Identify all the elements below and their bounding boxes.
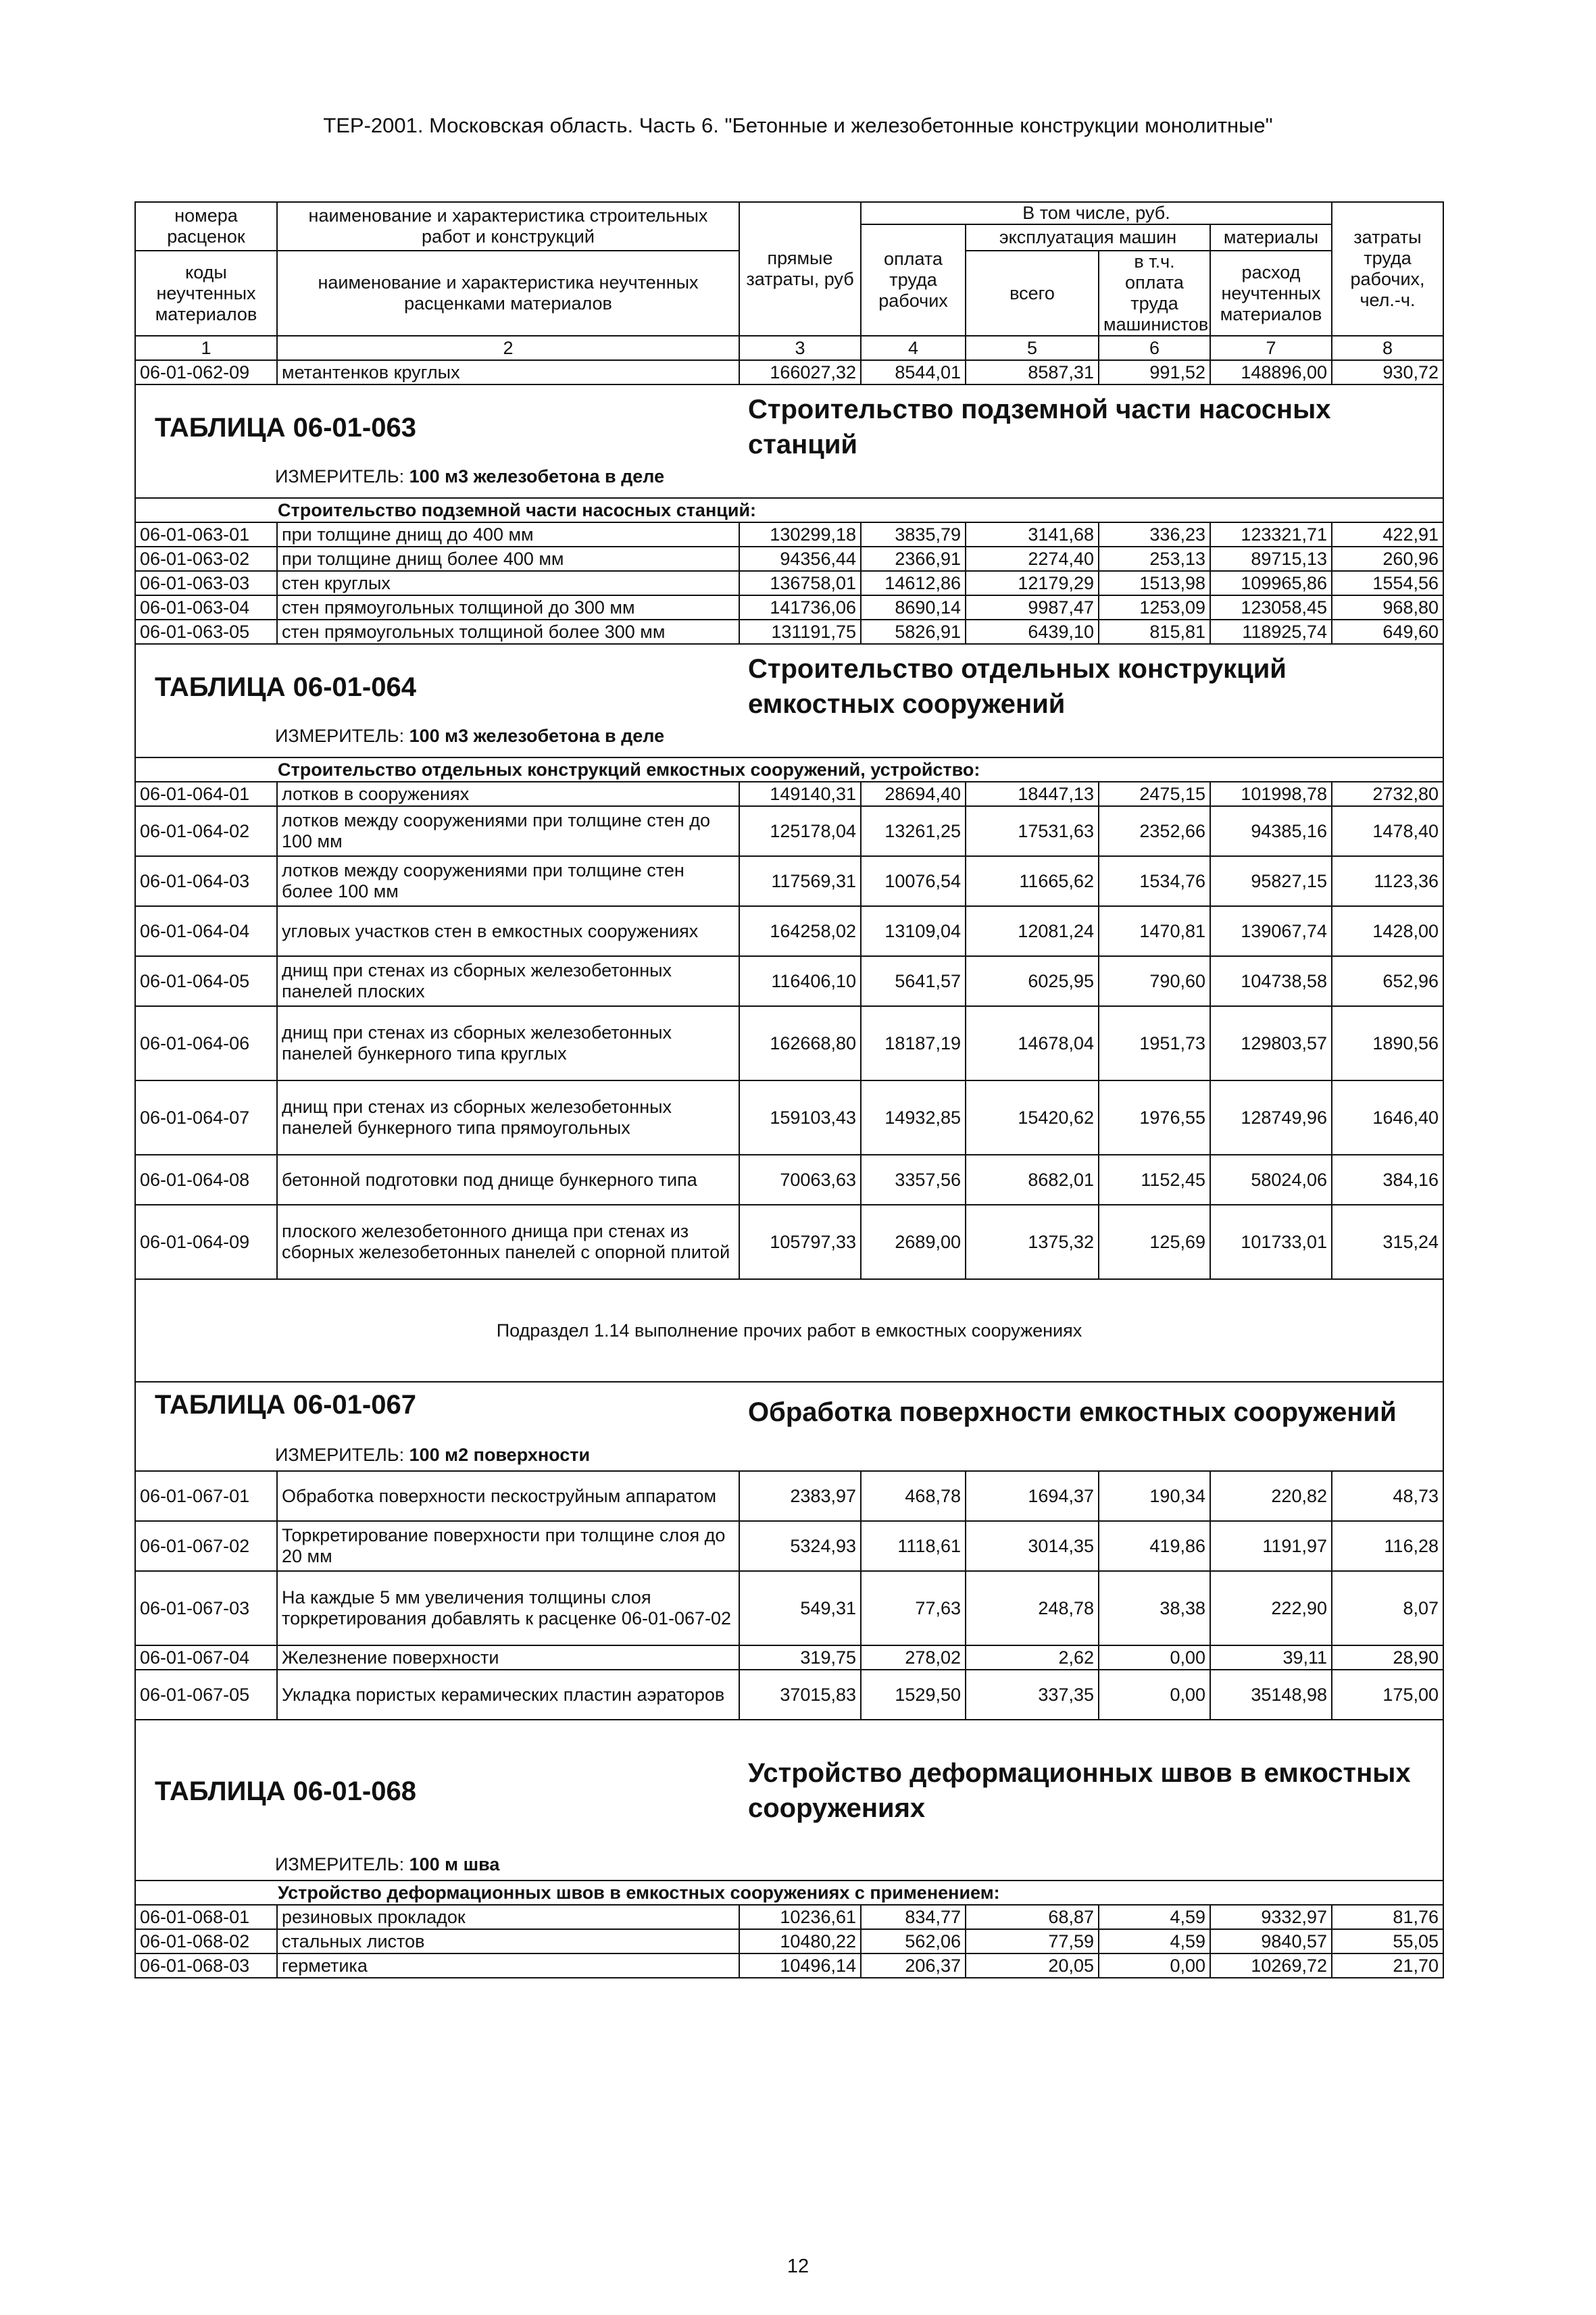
rate-name: днищ при стенах из сборных железобетонных панелей бункерного типа прямоугольных	[277, 1080, 739, 1155]
table-row	[135, 522, 1443, 547]
rate-value: 128749,96	[1210, 1080, 1332, 1155]
rate-value: 125,69	[1099, 1205, 1210, 1279]
table-description: Строительство подземной части насосных станций	[748, 395, 1331, 459]
rate-value: 8690,14	[861, 595, 966, 620]
unit-line	[275, 726, 664, 747]
rate-value: 104738,58	[1210, 956, 1332, 1006]
rate-value: 1118,61	[861, 1521, 966, 1571]
rate-value: 1513,98	[1099, 571, 1210, 595]
table-description: Устройство деформационных швов в емкостных сооружениях	[748, 1758, 1411, 1823]
rate-value: 2475,15	[1099, 782, 1210, 806]
rate-value: 2274,40	[966, 547, 1099, 571]
column-number: 4	[861, 336, 966, 360]
unit-value: 100 м3 железобетона в деле	[409, 466, 665, 487]
rate-value: 129803,57	[1210, 1006, 1332, 1080]
rate-value: 11665,62	[966, 856, 1099, 906]
rate-name: Обработка поверхности пескоструйным аппаратом	[277, 1471, 739, 1521]
rate-value: 13109,04	[861, 906, 966, 956]
unit-value: 100 м3 железобетона в деле	[409, 726, 665, 746]
rate-code: 06-01-067-02	[135, 1521, 277, 1571]
header-material-usage: расход неучтенных материалов	[1210, 251, 1332, 336]
rate-code: 06-01-063-04	[135, 595, 277, 620]
rate-name: стен прямоугольных толщиной до 300 мм	[277, 595, 739, 620]
table-row	[135, 1006, 1443, 1080]
rate-value: 0,00	[1099, 1953, 1210, 1978]
rate-value: 815,81	[1099, 620, 1210, 644]
rate-value: 2383,97	[739, 1471, 861, 1521]
rate-value: 10480,22	[739, 1929, 861, 1953]
table-heading	[140, 1383, 1439, 1470]
rate-value: 790,60	[1099, 956, 1210, 1006]
table-row	[135, 1471, 1443, 1521]
table-description: Строительство отдельных конструкций емкостных сооружений	[748, 654, 1287, 719]
section-row	[135, 1881, 1443, 1905]
table-heading-row	[135, 384, 1443, 498]
rate-value: 14612,86	[861, 571, 966, 595]
table-row	[135, 1571, 1443, 1645]
table-heading-row	[135, 1720, 1443, 1881]
unit-label: ИЗМЕРИТЕЛЬ:	[275, 466, 405, 487]
rate-value: 15420,62	[966, 1080, 1099, 1155]
rate-value: 422,91	[1332, 522, 1443, 547]
rate-code: 06-01-064-01	[135, 782, 277, 806]
rate-value: 190,34	[1099, 1471, 1210, 1521]
table-row	[135, 806, 1443, 856]
table-row	[135, 1155, 1443, 1205]
rate-value: 1470,81	[1099, 906, 1210, 956]
rate-value: 68,87	[966, 1905, 1099, 1929]
table-heading-cell	[135, 644, 1443, 757]
table-title: ТАБЛИЦА 06-01-067	[155, 1390, 416, 1420]
rate-code: 06-01-064-04	[135, 906, 277, 956]
table-row	[135, 1670, 1443, 1720]
rate-value: 10076,54	[861, 856, 966, 906]
rate-value: 175,00	[1332, 1670, 1443, 1720]
rate-name: стальных листов	[277, 1929, 739, 1953]
rate-value: 1534,76	[1099, 856, 1210, 906]
rate-value: 12179,29	[966, 571, 1099, 595]
rate-name: На каждые 5 мм увеличения толщины слоя торкретирования добавлять к расценке 06-01-067-02	[277, 1571, 739, 1645]
running-header: ТЕР-2001. Московская область. Часть 6. "Бетонные и железобетонные конструкции монолитные"	[323, 114, 1273, 137]
table-title: ТАБЛИЦА 06-01-064	[155, 672, 416, 702]
header-codes: номера расценок	[135, 202, 277, 251]
rate-value: 38,38	[1099, 1571, 1210, 1645]
header-machines: эксплуатация машин	[966, 224, 1210, 251]
rate-value: 58024,06	[1210, 1155, 1332, 1205]
rate-value: 2689,00	[861, 1205, 966, 1279]
table-heading	[140, 1720, 1439, 1880]
table-heading-cell	[135, 1720, 1443, 1881]
rate-value: 253,13	[1099, 547, 1210, 571]
rate-value: 1951,73	[1099, 1006, 1210, 1080]
header-material-names: наименование и характеристика неучтенных расценками материалов	[277, 251, 739, 336]
rate-code: 06-01-068-02	[135, 1929, 277, 1953]
header-name: наименование и характеристика строительных работ и конструкций	[277, 202, 739, 251]
rate-value: 139067,74	[1210, 906, 1332, 956]
rate-value: 4,59	[1099, 1929, 1210, 1953]
rate-value: 1152,45	[1099, 1155, 1210, 1205]
rate-code: 06-01-067-03	[135, 1571, 277, 1645]
rate-value: 101998,78	[1210, 782, 1332, 806]
table-row	[135, 360, 1443, 384]
rate-value: 1976,55	[1099, 1080, 1210, 1155]
rate-value: 18187,19	[861, 1006, 966, 1080]
rate-value: 1646,40	[1332, 1080, 1443, 1155]
table-row	[135, 956, 1443, 1006]
rate-value: 130299,18	[739, 522, 861, 547]
rate-name: резиновых прокладок	[277, 1905, 739, 1929]
table-row	[135, 620, 1443, 644]
rate-value: 18447,13	[966, 782, 1099, 806]
rate-value: 8682,01	[966, 1155, 1099, 1205]
rate-value: 118925,74	[1210, 620, 1332, 644]
rate-name: при толщине днищ до 400 мм	[277, 522, 739, 547]
rate-code: 06-01-064-09	[135, 1205, 277, 1279]
rate-value: 17531,63	[966, 806, 1099, 856]
rate-value: 1478,40	[1332, 806, 1443, 856]
rate-value: 9840,57	[1210, 1929, 1332, 1953]
rate-value: 0,00	[1099, 1670, 1210, 1720]
rate-value: 468,78	[861, 1471, 966, 1521]
rate-value: 123321,71	[1210, 522, 1332, 547]
rate-value: 116406,10	[739, 956, 861, 1006]
rate-value: 105797,33	[739, 1205, 861, 1279]
column-number: 7	[1210, 336, 1332, 360]
rate-value: 3141,68	[966, 522, 1099, 547]
rate-value: 3357,56	[861, 1155, 966, 1205]
rate-value: 1375,32	[966, 1205, 1099, 1279]
rate-code: 06-01-063-02	[135, 547, 277, 571]
rate-name: плоского железобетонного днища при стенах из сборных железобетонных панелей с опорной плитой	[277, 1205, 739, 1279]
header-including: В том числе, руб.	[861, 202, 1332, 224]
rate-name: лотков между сооружениями при толщине стен более 100 мм	[277, 856, 739, 906]
rate-value: 3835,79	[861, 522, 966, 547]
rate-name: бетонной подготовки под днище бункерного типа	[277, 1155, 739, 1205]
rate-value: 136758,01	[739, 571, 861, 595]
rate-value: 315,24	[1332, 1205, 1443, 1279]
column-number: 5	[966, 336, 1099, 360]
rate-value: 222,90	[1210, 1571, 1332, 1645]
rate-value: 159103,43	[739, 1080, 861, 1155]
subsection-title: Подраздел 1.14 выполнение прочих работ в емкостных сооружениях	[135, 1279, 1443, 1382]
header-materials: материалы	[1210, 224, 1332, 251]
header-machines-total: всего	[966, 251, 1099, 336]
rate-value: 13261,25	[861, 806, 966, 856]
rate-code: 06-01-068-03	[135, 1953, 277, 1978]
rate-name: при толщине днищ более 400 мм	[277, 547, 739, 571]
column-number: 6	[1099, 336, 1210, 360]
rate-name: стен прямоугольных толщиной более 300 мм	[277, 620, 739, 644]
table-row	[135, 571, 1443, 595]
rate-name: днищ при стенах из сборных железобетонных панелей бункерного типа круглых	[277, 1006, 739, 1080]
rate-code: 06-01-064-06	[135, 1006, 277, 1080]
rate-name: метантенков круглых	[277, 360, 739, 384]
rate-value: 2352,66	[1099, 806, 1210, 856]
rate-value: 9332,97	[1210, 1905, 1332, 1929]
rate-value: 1529,50	[861, 1670, 966, 1720]
table-row	[135, 1905, 1443, 1929]
rate-name: угловых участков стен в емкостных сооружениях	[277, 906, 739, 956]
rates-table	[134, 201, 1444, 1978]
table-row	[135, 1929, 1443, 1953]
rate-value: 148896,00	[1210, 360, 1332, 384]
rate-value: 0,00	[1099, 1645, 1210, 1670]
rate-name: Железнение поверхности	[277, 1645, 739, 1670]
rate-value: 37015,83	[739, 1670, 861, 1720]
column-number: 2	[277, 336, 739, 360]
rate-value: 131191,75	[739, 620, 861, 644]
column-number: 3	[739, 336, 861, 360]
unit-line	[275, 1854, 499, 1875]
rate-value: 117569,31	[739, 856, 861, 906]
rate-value: 206,37	[861, 1953, 966, 1978]
rate-name: Укладка пористых керамических пластин аэраторов	[277, 1670, 739, 1720]
table-row	[135, 906, 1443, 956]
rate-value: 562,06	[861, 1929, 966, 1953]
rate-value: 2732,80	[1332, 782, 1443, 806]
rate-value: 9987,47	[966, 595, 1099, 620]
header-row	[135, 202, 1443, 224]
section-title: Строительство отдельных конструкций емкостных сооружений, устройство:	[135, 757, 1443, 782]
rate-value: 164258,02	[739, 906, 861, 956]
rate-value: 95827,15	[1210, 856, 1332, 906]
rate-value: 166027,32	[739, 360, 861, 384]
column-number: 8	[1332, 336, 1443, 360]
rate-value: 652,96	[1332, 956, 1443, 1006]
rate-value: 5641,57	[861, 956, 966, 1006]
rate-value: 101733,01	[1210, 1205, 1332, 1279]
rate-value: 1890,56	[1332, 1006, 1443, 1080]
rate-value: 336,23	[1099, 522, 1210, 547]
rate-value: 14678,04	[966, 1006, 1099, 1080]
rate-name: стен круглых	[277, 571, 739, 595]
rate-name: днищ при стенах из сборных железобетонных панелей плоских	[277, 956, 739, 1006]
table-title: ТАБЛИЦА 06-01-068	[155, 1776, 416, 1806]
rate-name: лотков в сооружениях	[277, 782, 739, 806]
rate-code: 06-01-068-01	[135, 1905, 277, 1929]
rate-value: 2366,91	[861, 547, 966, 571]
rate-value: 5826,91	[861, 620, 966, 644]
rate-value: 8544,01	[861, 360, 966, 384]
rate-value: 8,07	[1332, 1571, 1443, 1645]
subsection-row	[135, 1279, 1443, 1382]
rate-code: 06-01-064-07	[135, 1080, 277, 1155]
rate-value: 1554,56	[1332, 571, 1443, 595]
rate-value: 1694,37	[966, 1471, 1099, 1521]
rate-value: 278,02	[861, 1645, 966, 1670]
rate-value: 94356,44	[739, 547, 861, 571]
rate-value: 10269,72	[1210, 1953, 1332, 1978]
rate-value: 123058,45	[1210, 595, 1332, 620]
header-direct-costs: прямые затраты, руб	[739, 202, 861, 336]
rate-value: 549,31	[739, 1571, 861, 1645]
rate-value: 94385,16	[1210, 806, 1332, 856]
rate-value: 384,16	[1332, 1155, 1443, 1205]
rate-value: 21,70	[1332, 1953, 1443, 1978]
rate-value: 162668,80	[739, 1006, 861, 1080]
rate-value: 35148,98	[1210, 1670, 1332, 1720]
rate-code: 06-01-064-05	[135, 956, 277, 1006]
rate-code: 06-01-063-01	[135, 522, 277, 547]
table-heading-row	[135, 644, 1443, 757]
rate-value: 260,96	[1332, 547, 1443, 571]
rate-value: 28,90	[1332, 1645, 1443, 1670]
section-row	[135, 757, 1443, 782]
unit-value: 100 м2 поверхности	[409, 1445, 591, 1465]
rate-value: 930,72	[1332, 360, 1443, 384]
rate-value: 1253,09	[1099, 595, 1210, 620]
unit-value: 100 м шва	[409, 1854, 500, 1874]
header-numbers-row	[135, 336, 1443, 360]
rate-value: 14932,85	[861, 1080, 966, 1155]
rate-code: 06-01-064-08	[135, 1155, 277, 1205]
rate-value: 149140,31	[739, 782, 861, 806]
rate-value: 77,59	[966, 1929, 1099, 1953]
unit-line	[275, 466, 664, 487]
table-row	[135, 547, 1443, 571]
rate-value: 3014,35	[966, 1521, 1099, 1571]
rate-value: 70063,63	[739, 1155, 861, 1205]
table-row	[135, 1645, 1443, 1670]
section-row	[135, 498, 1443, 522]
rate-name: лотков между сооружениями при толщине стен до 100 мм	[277, 806, 739, 856]
rate-value: 419,86	[1099, 1521, 1210, 1571]
table-row	[135, 782, 1443, 806]
rate-value: 991,52	[1099, 360, 1210, 384]
rate-value: 2,62	[966, 1645, 1099, 1670]
rate-value: 319,75	[739, 1645, 861, 1670]
table-heading-cell	[135, 1382, 1443, 1471]
unit-line	[275, 1445, 590, 1466]
rate-value: 6025,95	[966, 956, 1099, 1006]
unit-label: ИЗМЕРИТЕЛЬ:	[275, 1445, 405, 1465]
rate-value: 968,80	[1332, 595, 1443, 620]
rate-value: 248,78	[966, 1571, 1099, 1645]
rate-value: 834,77	[861, 1905, 966, 1929]
table-row	[135, 1205, 1443, 1279]
section-title: Строительство подземной части насосных станций:	[135, 498, 1443, 522]
rate-value: 337,35	[966, 1670, 1099, 1720]
table-row	[135, 595, 1443, 620]
rate-code: 06-01-063-03	[135, 571, 277, 595]
table-heading	[140, 645, 1439, 757]
unit-label: ИЗМЕРИТЕЛЬ:	[275, 1854, 405, 1874]
rate-value: 649,60	[1332, 620, 1443, 644]
rate-value: 10236,61	[739, 1905, 861, 1929]
table-row	[135, 1080, 1443, 1155]
rate-value: 81,76	[1332, 1905, 1443, 1929]
rate-value: 6439,10	[966, 620, 1099, 644]
rate-code: 06-01-062-09	[135, 360, 277, 384]
rate-value: 1123,36	[1332, 856, 1443, 906]
column-number: 1	[135, 336, 277, 360]
rate-value: 125178,04	[739, 806, 861, 856]
rate-code: 06-01-064-03	[135, 856, 277, 906]
unit-label: ИЗМЕРИТЕЛЬ:	[275, 726, 405, 746]
rate-value: 109965,86	[1210, 571, 1332, 595]
rate-value: 1191,97	[1210, 1521, 1332, 1571]
rate-value: 77,63	[861, 1571, 966, 1645]
rates-sheet	[134, 201, 1443, 1978]
rate-code: 06-01-067-01	[135, 1471, 277, 1521]
page-number: 12	[787, 2256, 809, 2277]
rate-code: 06-01-067-04	[135, 1645, 277, 1670]
rate-value: 28694,40	[861, 782, 966, 806]
header-operators-wages: в т.ч. оплата труда машинистов	[1099, 251, 1210, 336]
header-labor: затраты труда рабочих, чел.-ч.	[1332, 202, 1443, 336]
rate-value: 39,11	[1210, 1645, 1332, 1670]
rate-value: 20,05	[966, 1953, 1099, 1978]
section-title: Устройство деформационных швов в емкостных сооружениях с применением:	[135, 1881, 1443, 1905]
table-heading-row	[135, 1382, 1443, 1471]
rate-value: 48,73	[1332, 1471, 1443, 1521]
table-row	[135, 856, 1443, 906]
rate-code: 06-01-063-05	[135, 620, 277, 644]
rate-value: 89715,13	[1210, 547, 1332, 571]
rate-value: 220,82	[1210, 1471, 1332, 1521]
rate-name: Торкретирование поверхности при толщине слоя до 20 мм	[277, 1521, 739, 1571]
rate-name: герметика	[277, 1953, 739, 1978]
table-heading-cell	[135, 384, 1443, 498]
rate-value: 55,05	[1332, 1929, 1443, 1953]
rate-value: 8587,31	[966, 360, 1099, 384]
header-wages: оплата труда рабочих	[861, 224, 966, 336]
table-description: Обработка поверхности емкостных сооружений	[748, 1397, 1397, 1427]
rate-value: 4,59	[1099, 1905, 1210, 1929]
table-heading	[140, 385, 1439, 497]
rate-value: 5324,93	[739, 1521, 861, 1571]
rate-value: 10496,14	[739, 1953, 861, 1978]
rate-code: 06-01-067-05	[135, 1670, 277, 1720]
table-row	[135, 1521, 1443, 1571]
rate-value: 12081,24	[966, 906, 1099, 956]
rate-value: 1428,00	[1332, 906, 1443, 956]
rate-value: 141736,06	[739, 595, 861, 620]
rate-code: 06-01-064-02	[135, 806, 277, 856]
rate-value: 116,28	[1332, 1521, 1443, 1571]
table-row	[135, 1953, 1443, 1978]
table-title: ТАБЛИЦА 06-01-063	[155, 413, 416, 443]
header-material-codes: коды неучтенных материалов	[135, 251, 277, 336]
